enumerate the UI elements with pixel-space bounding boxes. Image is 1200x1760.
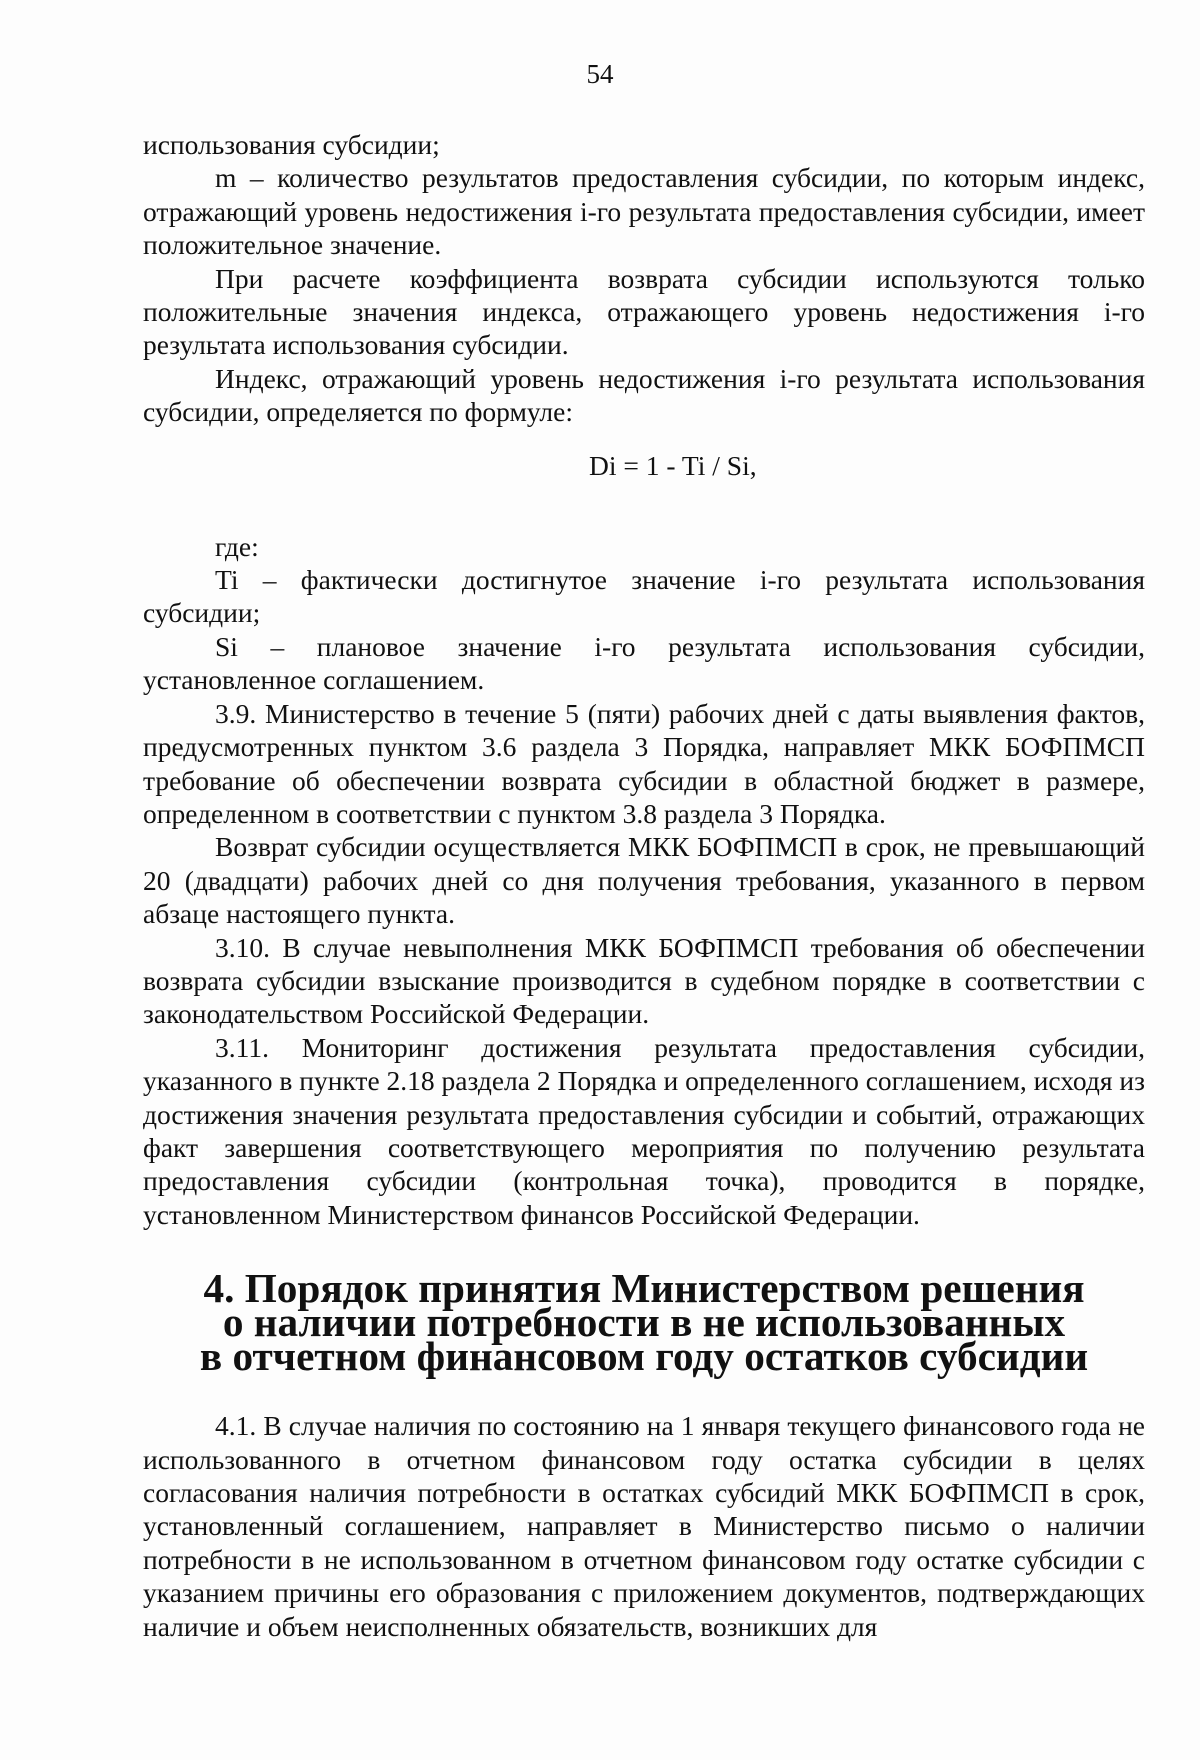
paragraph: 4.1. В случае наличия по состоянию на 1 января текущего финансового года не использованного в отчетном финансовом году остатка субсидии в целях согласования наличия потребности в остатках субсидий МКК БОФПМСП в срок, установленный соглашением, направляет в Министерство письмо о наличии потребности в не использованном в отчетном финансовом году остатке субсидии с указанием причины его образования с приложением документов, подтверждающих наличие и объем неисполненных обязательств, возникших для: [143, 1410, 1145, 1642]
section-heading: [143, 1265, 1145, 1380]
section-heading-line: о наличии потребности в не использованных: [222, 1299, 1066, 1346]
paragraph: Ti – фактически достигнутое значение i-го результата использования субсидии;: [143, 564, 1145, 629]
paragraph: 3.10. В случае невыполнения МКК БОФПМСП требования об обеспечении возврата субсидии взыскание производится в судебном порядке в соответствии с законодательством Российской Федерации.: [143, 931, 1145, 1030]
paragraph: использования субсидии;: [143, 129, 440, 160]
document-body: [143, 128, 1145, 1643]
paragraph: Si – плановое значение i-го результата использования субсидии, установленное соглашением.: [143, 630, 1145, 696]
paragraph: Индекс, отражающий уровень недостижения i-го результата использования субсидии, определяется по формуле:: [143, 362, 1145, 428]
page-number: 54: [586, 59, 614, 89]
paragraph: m – количество результатов предоставления субсидии, по которым индекс, отражающий уровень недостижения i-го результата предоставления субсидии, имеет положительное значение.: [143, 162, 1145, 261]
paragraph: Возврат субсидии осуществляется МКК БОФПМСП в срок, не превышающий 20 (двадцати) рабочих дней со дня получения требования, указанного в первом абзаце настоящего пункта.: [143, 831, 1145, 930]
formula: Di = 1 - Ti / Si,: [589, 449, 757, 481]
section-heading-line: в отчетном финансовом году остатков субсидии: [199, 1333, 1089, 1380]
paragraph: При расчете коэффициента возврата субсидии используются только положительные значения индекса, отражающего уровень недостижения i-го результата использования субсидии.: [143, 262, 1145, 361]
paragraph: 3.11. Мониторинг достижения результата предоставления субсидии, указанного в пункте 2.18 раздела 2 Порядка и определенного соглашением, исходя из достижения значения результата предоставления субсидии и событий, отражающих факт завершения соответствующего мероприятия по получению результата предоставления субсидии (контрольная точка), проводится в порядке, установленном Министерством финансов Российской Федерации.: [143, 1031, 1145, 1230]
paragraph: где:: [215, 530, 259, 562]
section-heading-line: 4. Порядок принятия Министерством решения: [203, 1265, 1085, 1312]
paragraph: 3.9. Министерство в течение 5 (пяти) рабочих дней с даты выявления фактов, предусмотренных пунктом 3.6 раздела 3 Порядка, направляет МКК БОФПМСП требование об обеспечении возврата субсидии в областной бюджет в размере, определенном в соответствии с пунктом 3.8 раздела 3 Порядка.: [143, 697, 1145, 829]
